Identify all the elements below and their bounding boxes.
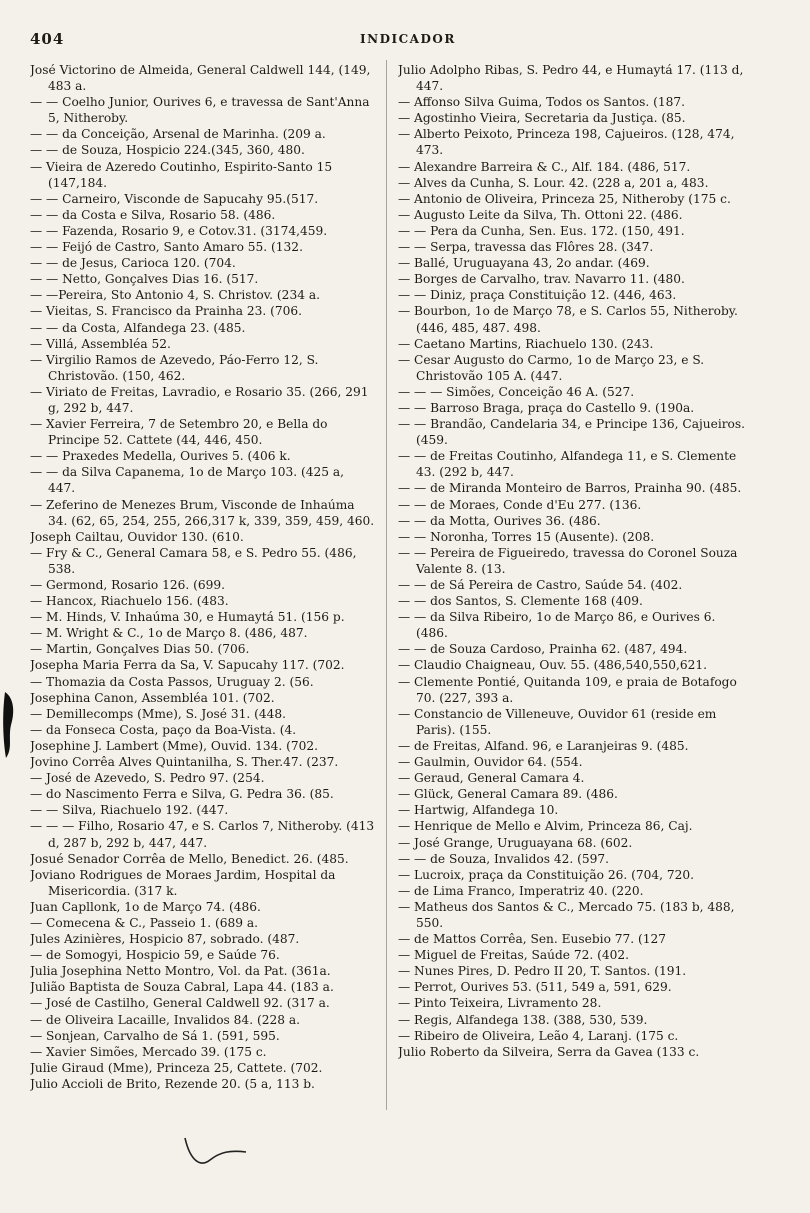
page-number: 404	[30, 30, 65, 48]
directory-entry: Julio Adolpho Ribas, S. Pedro 44, e Humaytá 17. (113 d, 447.	[398, 63, 744, 94]
directory-entry: Julio Roberto da Silveira, Serra da Gavea (133 c.	[398, 1044, 700, 1059]
directory-entry: — da Fonseca Costa, paço da Boa-Vista. (4.	[30, 722, 297, 737]
directory-entry: — de Freitas, Alfand. 96, e Laranjeiras 9. (485.	[398, 738, 689, 753]
directory-entry: — —Pereira, Sto Antonio 4, S. Christov. (234 a.	[30, 288, 320, 303]
column-divider	[386, 60, 387, 1110]
directory-entry: — — Praxedes Medella, Ourives 5. (406 k.	[30, 449, 291, 464]
directory-entry: — — — Simões, Conceição 46 A. (527.	[398, 384, 635, 399]
directory-entry: — — de Souza Cardoso, Prainha 62. (487, 494.	[398, 642, 688, 657]
directory-entry: — — Brandão, Candelaria 34, e Principe 136, Cajueiros. (459.	[398, 417, 746, 448]
directory-entry: — Xavier Simões, Mercado 39. (175 c.	[30, 1044, 267, 1059]
directory-entry: — Fry & C., General Camara 58, e S. Pedro 55. (486, 538.	[30, 545, 357, 576]
directory-entry: — — da Silva Capanema, 1o de Março 103. (425 a, 447.	[30, 465, 345, 496]
directory-entry: — Sonjean, Carvalho de Sá 1. (591, 595.	[30, 1028, 280, 1043]
directory-entry: — — Barroso Braga, praça do Castello 9. (190a.	[398, 400, 695, 415]
directory-entry: — Gaulmin, Ouvidor 64. (554.	[398, 755, 583, 770]
directory-entry: Joseph Cailtau, Ouvidor 130. (610.	[30, 529, 244, 544]
directory-entry: — Borges de Carvalho, trav. Navarro 11. (480.	[398, 272, 685, 287]
directory-entry: — — de Souza, Hospicio 224.(345, 360, 480.	[30, 143, 305, 158]
directory-entry: Jovino Corrêa Alves Quintanilha, S. Ther.47. (237.	[30, 755, 339, 770]
directory-entry: — Nunes Pires, D. Pedro II 20, T. Santos. (191.	[398, 964, 687, 979]
directory-entry: — Geraud, General Camara 4.	[398, 771, 585, 786]
directory-entry: — Vieitas, S. Francisco da Prainha 23. (706.	[30, 304, 303, 319]
directory-entry: — Demillecomps (Mme), S. José 31. (448.	[30, 706, 287, 721]
directory-entry: — — de Sá Pereira de Castro, Saúde 54. (402.	[398, 578, 683, 592]
directory-entry: — Constancio de Villeneuve, Ouvidor 61 (reside em Paris). (155.	[398, 706, 717, 737]
directory-entry: — Perrot, Ourives 53. (511, 549 a, 591, 629.	[398, 980, 672, 995]
directory-entry: — Alexandre Barreira & C., Alf. 184. (486, 517.	[398, 159, 691, 174]
directory-entry: — Alberto Peixoto, Princeza 198, Cajueiros. (128, 474, 473.	[398, 127, 735, 158]
directory-entry: — Antonio de Oliveira, Princeza 25, Nitheroby (175 c.	[398, 191, 731, 206]
directory-entry: — M. Wright & C., 1o de Março 8. (486, 487.	[30, 626, 308, 641]
directory-entry: — de Oliveira Lacaille, Invalidos 84. (228 a.	[30, 1012, 300, 1027]
directory-entry: — M. Hinds, V. Inhaúma 30, e Humaytá 51. (156 p.	[30, 610, 345, 625]
directory-entry: — — Fazenda, Rosario 9, e Cotov.31. (3174,459.	[30, 223, 328, 238]
directory-entry: — do Nascimento Ferra e Silva, G. Pedra 36. (85.	[30, 787, 334, 802]
directory-entry: — Cesar Augusto do Carmo, 1o de Março 23, e S. Christovão 105 A. (447.	[398, 352, 705, 383]
directory-entry: José Victorino de Almeida, General Caldwell 144, (149, 483 a.	[30, 63, 371, 94]
directory-entry: — — de Souza, Invalidos 42. (597.	[398, 851, 610, 866]
directory-entry: — — da Conceição, Arsenal de Marinha. (209 a.	[30, 127, 326, 142]
directory-entry: — — Silva, Riachuelo 192. (447.	[30, 803, 229, 818]
directory-entry: — Clemente Pontié, Quitanda 109, e praia de Botafogo 70. (227, 393 a.	[398, 674, 737, 705]
directory-entry: Julie Giraud (Mme), Princeza 25, Cattete. (702.	[30, 1060, 323, 1075]
directory-entry: Josué Senador Corrêa de Mello, Benedict. 26. (485.	[30, 851, 349, 866]
directory-entry: — Vieira de Azeredo Coutinho, Espirito-Santo 15 (147,184.	[30, 159, 333, 190]
ink-blot-mark	[2, 690, 16, 760]
directory-entry: — Ballé, Uruguayana 43, 2o andar. (469.	[398, 256, 650, 271]
directory-entry: — Xavier Ferreira, 7 de Setembro 20, e Bella do Principe 52. Cattete (44, 446, 450.	[30, 417, 328, 448]
directory-entry: — Agostinho Vieira, Secretaria da Justiça. (85.	[398, 111, 686, 126]
directory-entry: — de Mattos Corrêa, Sen. Eusebio 77. (127	[398, 932, 667, 947]
directory-entry: — Henrique de Mello e Alvim, Princeza 86, Caj.	[398, 819, 693, 834]
directory-entry: — Lucroix, praça da Constituição 26. (704, 720.	[398, 867, 694, 882]
directory-entry: Josephine J. Lambert (Mme), Ouvid. 134. (702.	[30, 738, 318, 753]
directory-entry: — — Netto, Gonçalves Dias 16. (517.	[30, 272, 259, 287]
directory-entry: — — de Miranda Monteiro de Barros, Prainha 90. (485.	[398, 481, 742, 496]
directory-entry: Julião Baptista de Souza Cabral, Lapa 44. (183 a.	[30, 980, 334, 995]
right-column	[398, 62, 748, 1060]
directory-entry: — Germond, Rosario 126. (699.	[30, 578, 225, 592]
directory-entry: — — de Jesus, Carioca 120. (704.	[30, 256, 236, 271]
directory-entry: — Hancox, Riachuelo 156. (483.	[30, 594, 229, 609]
directory-entry: — José Grange, Uruguayana 68. (602.	[398, 835, 633, 850]
directory-entry: — de Somogyi, Hospicio 59, e Saúde 76.	[30, 948, 280, 963]
directory-entry: — Claudio Chaigneau, Ouv. 55. (486,540,550,621.	[398, 658, 707, 673]
directory-entry: — Villá, Assembléa 52.	[30, 336, 171, 351]
directory-entry: — — da Costa e Silva, Rosario 58. (486.	[30, 207, 276, 222]
directory-entry: Juan Capllonk, 1o de Março 74. (486.	[30, 899, 261, 914]
directory-entry: — — de Moraes, Conde d'Eu 277. (136.	[398, 497, 642, 512]
directory-entry: — Hartwig, Alfandega 10.	[398, 803, 559, 818]
directory-entry: — — Noronha, Torres 15 (Ausente). (208.	[398, 529, 655, 544]
directory-entry: — Augusto Leite da Silva, Th. Ottoni 22. (486.	[398, 207, 683, 222]
directory-entry: — Glück, General Camara 89. (486.	[398, 787, 618, 802]
directory-entry: — Martin, Gonçalves Dias 50. (706.	[30, 642, 250, 657]
directory-entry: — Alves da Cunha, S. Lour. 42. (228 a, 201 a, 483.	[398, 175, 709, 190]
directory-entry: — Caetano Martins, Riachuelo 130. (243.	[398, 336, 654, 351]
handwritten-scribble	[180, 1130, 250, 1170]
directory-entry: Joviano Rodrigues de Moraes Jardim, Hospital da Misericordia. (317 k.	[30, 867, 336, 898]
directory-entry: — — Pera da Cunha, Sen. Eus. 172. (150, 491.	[398, 223, 685, 238]
directory-entry: — — de Freitas Coutinho, Alfandega 11, e S. Clemente 43. (292 b, 447.	[398, 449, 737, 480]
directory-entry: — Affonso Silva Guima, Todos os Santos. (187.	[398, 95, 686, 110]
directory-entry: — José de Castilho, General Caldwell 92. (317 a.	[30, 996, 330, 1011]
running-title: INDICADOR	[360, 32, 456, 46]
directory-entry: — Regis, Alfandega 138. (388, 530, 539.	[398, 1012, 648, 1027]
directory-entry: — Viriato de Freitas, Lavradio, e Rosario 35. (266, 291 g, 292 b, 447.	[30, 384, 369, 415]
directory-entry: — — Coelho Junior, Ourives 6, e travessa de Sant'Anna 5, Nitheroby.	[30, 95, 370, 126]
directory-entry: — José de Azevedo, S. Pedro 97. (254.	[30, 771, 265, 786]
directory-entry: — Pinto Teixeira, Livramento 28.	[398, 996, 602, 1011]
directory-entry: Josepha Maria Ferra da Sa, V. Sapucahy 117. (702.	[30, 658, 345, 673]
directory-entry: — — Pereira de Figueiredo, travessa do Coronel Souza Valente 8. (13.	[398, 545, 738, 576]
directory-entry: — Miguel de Freitas, Saúde 72. (402.	[398, 948, 630, 963]
directory-entry: — Comecena & C., Passeio 1. (689 a.	[30, 915, 259, 930]
directory-entry: — Zeferino de Menezes Brum, Visconde de Inhaúma 34. (62, 65, 254, 255, 266,317 k, 339, 359, 459, 460.	[30, 497, 375, 528]
directory-entry: — Virgilio Ramos de Azevedo, Páo-Ferro 12, S. Christovão. (150, 462.	[30, 352, 319, 383]
directory-entry: Julio Accioli de Brito, Rezende 20. (5 a, 113 b.	[30, 1076, 315, 1091]
directory-entry: — — dos Santos, S. Clemente 168 (409.	[398, 594, 643, 609]
directory-entry: — Thomazia da Costa Passos, Uruguay 2. (56.	[30, 674, 314, 689]
directory-entry: — — da Silva Ribeiro, 1o de Março 86, e Ourives 6. (486.	[398, 610, 716, 641]
directory-entry: Julia Josephina Netto Montro, Vol. da Pat. (361a.	[30, 964, 331, 979]
page-header	[30, 30, 780, 50]
directory-entry: — Matheus dos Santos & C., Mercado 75. (183 b, 488, 550.	[398, 899, 735, 930]
directory-entry: — — Serpa, travessa das Flôres 28. (347.	[398, 240, 654, 255]
directory-entry: — — da Costa, Alfandega 23. (485.	[30, 320, 246, 335]
left-column	[30, 62, 375, 1092]
directory-entry: — Bourbon, 1o de Março 78, e S. Carlos 55, Nitheroby. (446, 485, 487. 498.	[398, 304, 738, 335]
directory-entry: Josephina Canon, Assembléa 101. (702.	[30, 690, 275, 705]
directory-entry: — — Feijó de Castro, Santo Amaro 55. (132.	[30, 240, 303, 255]
directory-entry: — Ribeiro de Oliveira, Leão 4, Laranj. (175 c.	[398, 1028, 679, 1043]
directory-entry: — de Lima Franco, Imperatriz 40. (220.	[398, 883, 644, 898]
directory-entry: — — — Filho, Rosario 47, e S. Carlos 7, Nitheroby. (413 d, 287 b, 292 b, 447, 447.	[30, 819, 375, 850]
directory-entry: — — Diniz, praça Constituição 12. (446, 463.	[398, 288, 677, 303]
directory-entry: — — Carneiro, Visconde de Sapucahy 95.(517.	[30, 191, 319, 206]
directory-entry: Jules Azinières, Hospicio 87, sobrado. (487.	[30, 932, 300, 947]
directory-entry: — — da Motta, Ourives 36. (486.	[398, 513, 601, 528]
